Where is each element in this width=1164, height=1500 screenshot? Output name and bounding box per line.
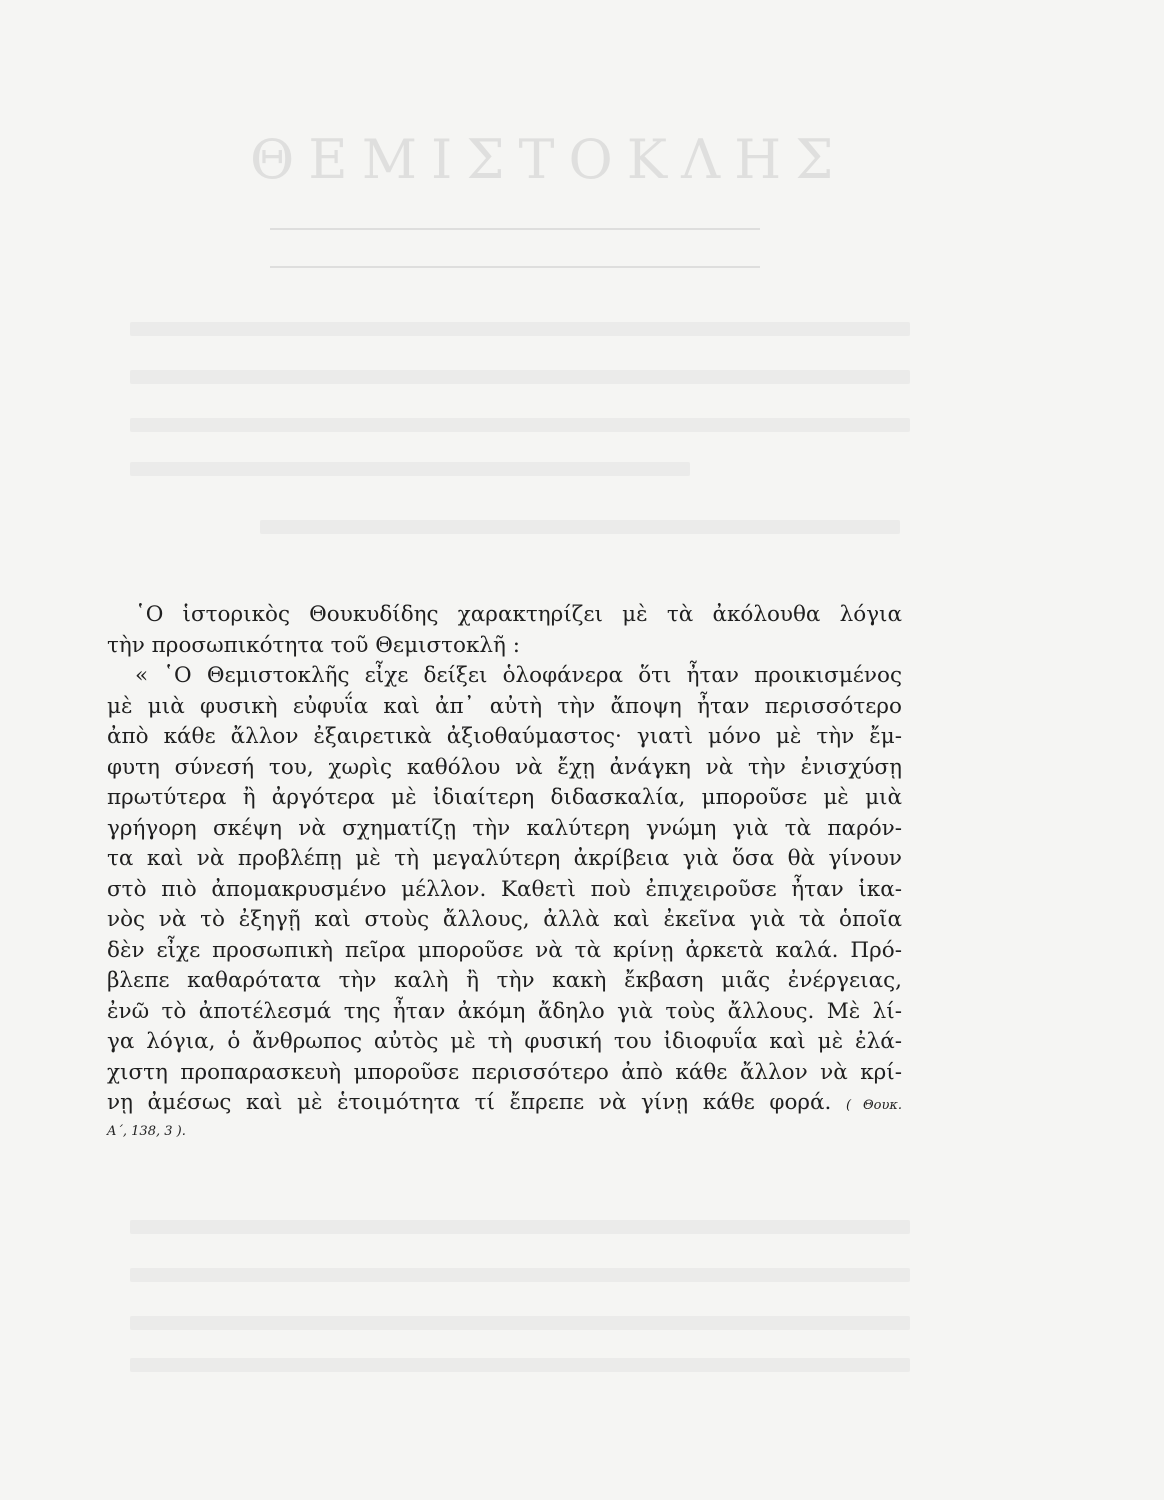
passage-line: ἀπὸ κάθε ἄλλον ἐξαιρετικὰ ἀξιοθαύμαστος· γιατὶ μόνο μὲ τὴν ἔμ- [107, 724, 902, 749]
bleed-through-rule-bottom [270, 266, 760, 268]
passage [107, 600, 902, 1145]
bleed-through-line [260, 520, 900, 534]
bleed-through-line [130, 1316, 910, 1330]
passage-line: ἐνῶ τὸ ἀποτέλεσμά της ἦταν ἀκόμη ἄδηλο γιὰ τοὺς ἄλλους. Μὲ λί- [107, 998, 902, 1024]
passage-line: τα καὶ νὰ προβλέπῃ μὲ τὴ μεγαλύτερη ἀκρίβεια γιὰ ὅσα θὰ γίνουν [107, 846, 902, 871]
citation-end: Α΄, 138, 3 ). [107, 1123, 186, 1139]
passage-line: πρωτύτερα ἢ ἀργότερα μὲ ἰδιαίτερη διδασκαλία, μποροῦσε μὲ μιὰ [107, 785, 902, 810]
passage-line: νὸς νὰ τὸ ἐξηγῇ καὶ στοὺς ἄλλους, ἀλλὰ καὶ ἐκεῖνα γιὰ τὰ ὁποῖα [107, 907, 902, 932]
citation-start: ( Θουκ. [846, 1098, 903, 1113]
bleed-through-line [130, 1268, 910, 1282]
passage-line: στὸ πιὸ ἀπομακρυσμένο μέλλον. Καθετὶ ποὺ ἐπιχειροῦσε ἦταν ἱκα- [107, 876, 902, 902]
bleed-through-rule-top [270, 228, 760, 230]
passage-line: « ῾Ο Θεμιστοκλῆς εἶχε δείξει ὁλοφάνερα ὅτι ἦταν προικισμένος [135, 663, 902, 688]
passage-line: φυτη σύνεσή του, χωρὶς καθόλου νὰ ἔχῃ ἀνάγκη νὰ τὴν ἐνισχύσῃ [107, 754, 902, 780]
passage-line: νῃ ἀμέσως καὶ μὲ ἑτοιμότητα τί ἔπρεπε νὰ γίνῃ κάθε φορά. [107, 1090, 832, 1115]
passage-line: μὲ μιὰ φυσικὴ εὐφυΐα καὶ ἀπ᾽ αὐτὴ τὴν ἄποψη ἦταν περισσότερο [107, 693, 902, 719]
passage-line: γα λόγια, ὁ ἄνθρωπος αὐτὸς μὲ τὴ φυσική του ἰδιοφυΐα καὶ μὲ ἐλά- [107, 1029, 902, 1054]
passage-line: γρήγορη σκέψη νὰ σχηματίζῃ τὴν καλύτερη γνώμη γιὰ τὰ παρόν- [107, 815, 902, 841]
bleed-through-line [130, 418, 910, 432]
bleed-through-line [130, 1358, 910, 1372]
bleed-through-line [130, 462, 690, 476]
bleed-through-line [130, 370, 910, 384]
passage-line: βλεπε καθαρότατα τὴν καλὴ ἢ τὴν κακὴ ἔκβαση μιᾶς ἐνέργειας, [107, 968, 902, 993]
passage-line: ῾Ο ἱστορικὸς Θουκυδίδης χαρακτηρίζει μὲ τὰ ἀκόλουθα λόγια [135, 602, 902, 627]
bleed-through-line [130, 322, 910, 336]
bleed-through-line [130, 1220, 910, 1234]
passage-line: δὲν εἶχε προσωπικὴ πεῖρα μποροῦσε νὰ τὰ κρίνῃ ἀρκετὰ καλά. Πρό- [107, 937, 902, 963]
passage-line: τὴν προσωπικότητα τοῦ Θεμιστοκλῆ : [107, 632, 521, 658]
bleed-through-title: ΘΕΜΙΣΤΟΚΛΗΣ [250, 128, 848, 191]
passage-line: χιστη προπαρασκευὴ μποροῦσε περισσότερο ἀπὸ κάθε ἄλλον νὰ κρί- [107, 1059, 902, 1085]
passage-line-final [107, 1088, 902, 1119]
